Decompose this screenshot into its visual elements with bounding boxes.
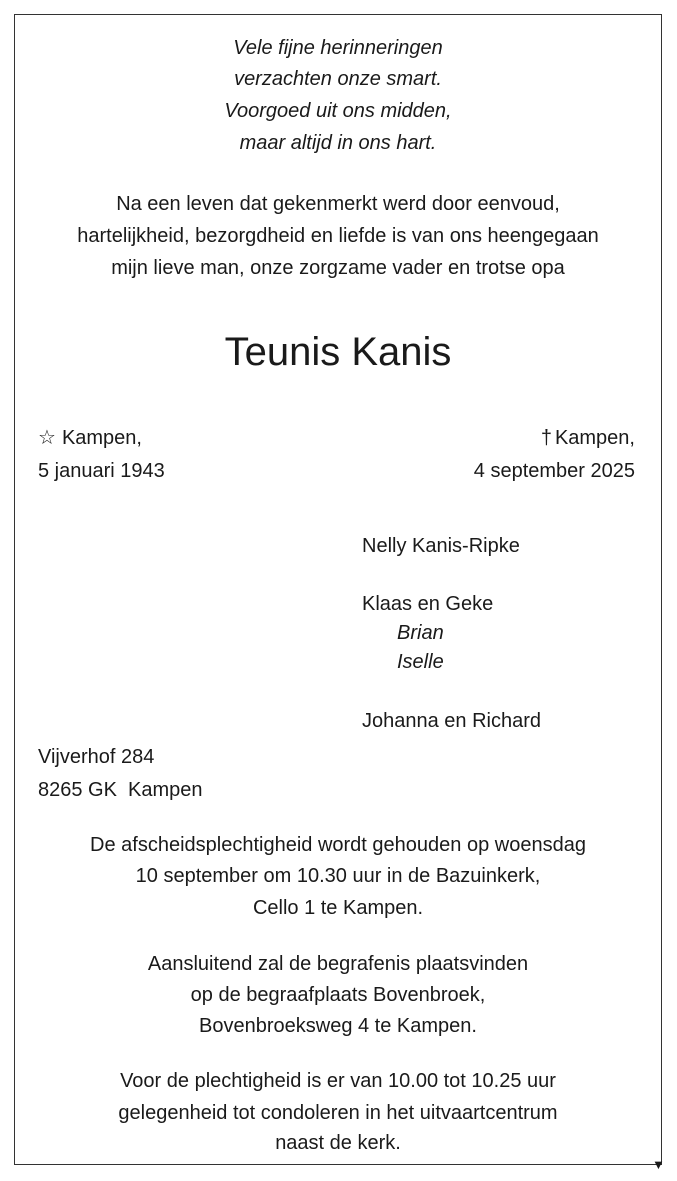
burial-line: Aansluitend zal de begrafenis plaatsvinden — [147, 953, 529, 975]
birth-date: 5 januari 1943 — [38, 460, 165, 482]
death-date: 4 september 2025 — [473, 460, 635, 482]
death-place-text: Kampen, — [554, 427, 635, 449]
ceremony-line: Cello 1 te Kampen. — [252, 897, 424, 919]
family-child: Johanna en Richard — [362, 710, 542, 732]
death-place — [541, 426, 635, 450]
birth-place — [38, 426, 142, 450]
ceremony-line: 10 september om 10.30 uur in de Bazuinkerk, — [135, 865, 541, 887]
burial-line: op de begraafplaats Bovenbroek, — [190, 984, 486, 1006]
intro-line: Na een leven dat gekenmerkt werd door eenvoud, — [116, 193, 560, 215]
poem-line: Vele fijne herinneringen — [233, 37, 443, 59]
family-spouse: Nelly Kanis-Ripke — [362, 535, 520, 557]
intro-line: mijn lieve man, onze zorgzame vader en trotse opa — [111, 257, 565, 279]
address-city: 8265 GK Kampen — [38, 779, 203, 801]
condolence-line: Voor de plechtigheid is er van 10.00 tot 10.25 uur — [120, 1070, 556, 1092]
cross-icon: † — [540, 427, 552, 449]
poem-line: Voorgoed uit ons midden, — [224, 100, 452, 122]
family-child: Klaas en Geke — [362, 593, 494, 615]
continue-arrow-icon: ▼ — [652, 1157, 665, 1172]
intro-line: hartelijkheid, bezorgdheid en liefde is van ons heengegaan — [77, 225, 599, 247]
condolence-line: gelegenheid tot condoleren in het uitvaartcentrum — [118, 1102, 558, 1124]
family-grandchild: Iselle — [397, 651, 444, 673]
poem-line: verzachten onze smart. — [234, 68, 442, 90]
condolence-line: naast de kerk. — [275, 1132, 401, 1154]
birth-place-text: Kampen, — [61, 427, 142, 449]
burial-line: Bovenbroeksweg 4 te Kampen. — [199, 1015, 477, 1037]
family-grandchild: Brian — [397, 622, 444, 644]
star-icon: ☆ — [38, 427, 56, 449]
deceased-name: Teunis Kanis — [224, 330, 452, 374]
poem-line: maar altijd in ons hart. — [239, 132, 437, 154]
ceremony-line: De afscheidsplechtigheid wordt gehouden op woensdag — [90, 834, 586, 856]
address-street: Vijverhof 284 — [38, 746, 155, 768]
